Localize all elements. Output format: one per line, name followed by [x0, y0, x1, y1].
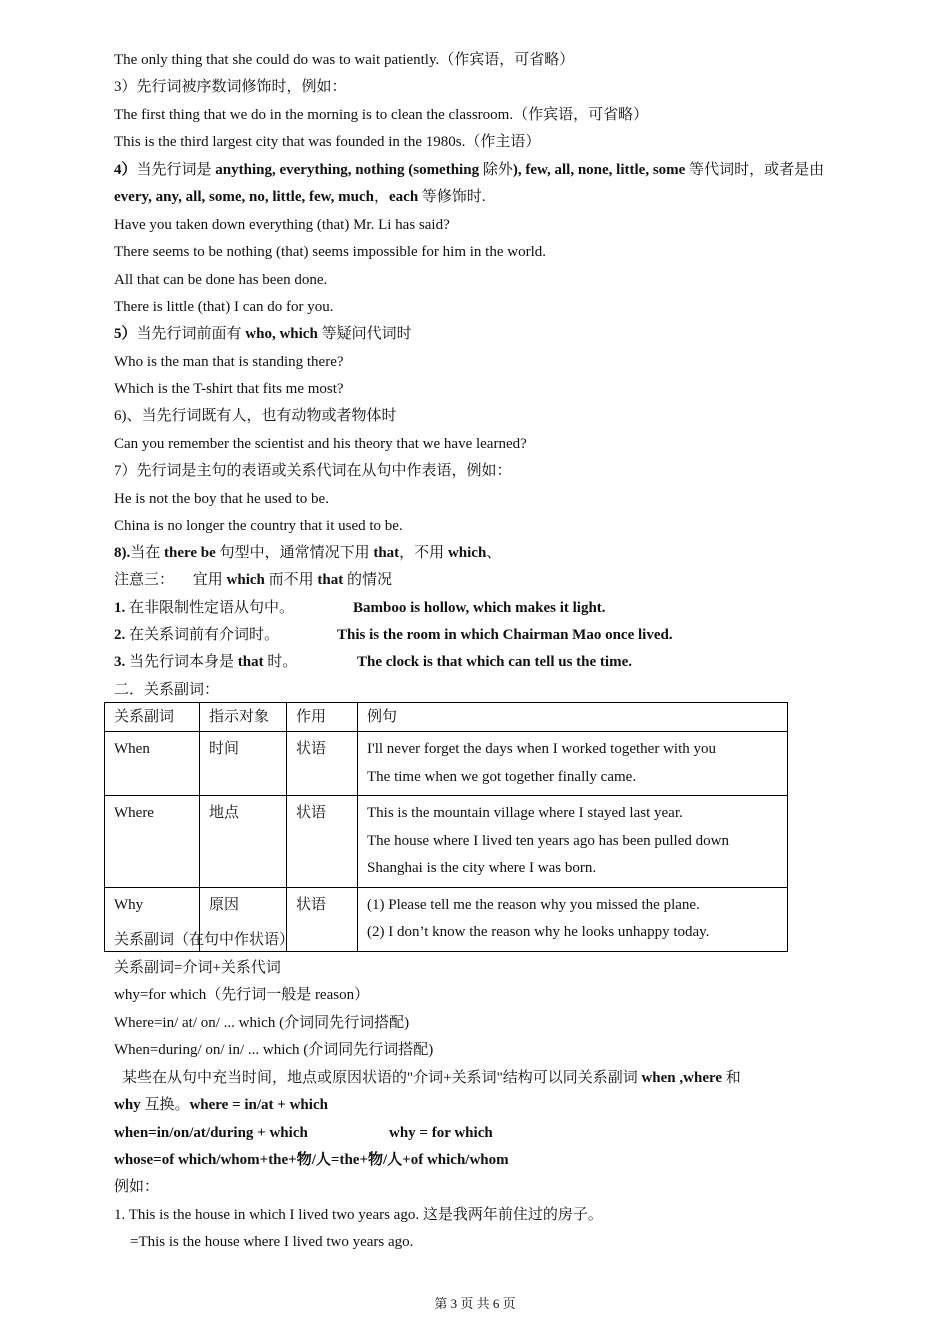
formula: where = in/at + which	[189, 1097, 328, 1113]
rule-number: 5）	[114, 326, 137, 342]
example-sentence: He is not the boy that he used to be.	[114, 491, 329, 507]
formula: why = for which	[389, 1125, 493, 1141]
text-line: 例如：	[114, 1179, 160, 1195]
example-sentence: Shanghai is the city where I was born.	[367, 860, 597, 876]
page-footer: 第 3 页 共 6 页	[434, 1296, 516, 1311]
table-row	[105, 796, 788, 888]
rule-keywords: when ,where	[641, 1070, 723, 1086]
rule-text: ，	[373, 189, 389, 205]
text-line: When=during/ on/ in/ ... which (介词同先行词搭配)	[114, 1042, 434, 1058]
table-header: 关系副词	[105, 703, 200, 732]
swap-rule	[122, 1068, 741, 1088]
rule-8-heading	[114, 543, 501, 563]
rule-keywords: there be	[164, 545, 216, 561]
rule-keywords: which	[226, 572, 265, 588]
table-cell-adverb: When	[105, 732, 200, 796]
text-line: why=for which（先行词一般是 reason）	[114, 987, 370, 1003]
relative-adverb-table	[104, 702, 788, 952]
which-use-item	[114, 652, 632, 672]
formula-line: whose=of which/whom+the+物/人=the+物/人+of which/whom	[114, 1152, 509, 1168]
table-row	[105, 732, 788, 796]
text-line: Where=in/ at/ on/ ... which (介词同先行词搭配)	[114, 1015, 410, 1031]
rule-keywords: why	[114, 1097, 141, 1113]
table-cell-role: 状语	[287, 732, 358, 796]
which-use-item	[114, 598, 606, 618]
table-header-row	[105, 703, 788, 732]
example-sentence: I'll never forget the days when I worked together with you	[367, 741, 716, 757]
formula-line	[114, 1123, 493, 1143]
rule-text: 当先行词前面有	[136, 326, 246, 342]
rule-keywords: that	[317, 572, 344, 588]
example-sentence: There is little (that) I can do for you.	[114, 299, 334, 315]
example-sentence: (2) I don’t know the reason why he looks unhappy today.	[367, 924, 710, 940]
rule-text: 句型中，通常情况下用	[215, 545, 374, 561]
item-example: Bamboo is hollow, which makes it light.	[353, 600, 606, 616]
formula: when=in/on/at/during + which	[114, 1125, 308, 1141]
example-sentence: China is no longer the country that it used to be.	[114, 518, 403, 534]
rule-keywords: each	[389, 189, 419, 205]
rule-text: 互换。	[140, 1097, 190, 1113]
table-cell-examples	[358, 887, 788, 951]
rule-5-heading	[114, 324, 412, 344]
example-sentence: =This is the house where I lived two years ago.	[130, 1234, 414, 1250]
rule-text: 等疑问代词时	[317, 326, 412, 342]
item-example: The clock is that which can tell us the time.	[357, 654, 632, 670]
rule-7-heading: 7）先行词是主句的表语或关系代词在从句中作表语，例如：	[114, 463, 512, 479]
rule-text: 当在	[130, 545, 165, 561]
rule-text: 而不用	[264, 572, 318, 588]
rule-text: 等代词时，或者是由	[685, 162, 825, 178]
rule-text: ，不用	[399, 545, 448, 561]
example-sentence: There seems to be nothing (that) seems impossible for him in the world.	[114, 244, 546, 260]
table-cell-role: 状语	[287, 887, 358, 951]
text-line: The only thing that she could do was to wait patiently.（作宾语，可省略）	[114, 52, 575, 68]
item-text: 在关系词前有介词时。	[125, 627, 280, 643]
rule-text: 注意三： 宜用	[114, 572, 227, 588]
rule-keywords: who, which	[245, 326, 318, 342]
example-sentence: Which is the T-shirt that fits me most?	[114, 381, 344, 397]
table-cell-role: 状语	[287, 796, 358, 888]
text-line: 关系副词=介词+关系代词	[114, 960, 281, 976]
example-sentence: Can you remember the scientist and his theory that we have learned?	[114, 436, 527, 452]
example-sentence: Have you taken down everything (that) Mr. Li has said?	[114, 217, 450, 233]
table-cell-refers: 原因	[200, 887, 287, 951]
item-keyword: that	[237, 654, 264, 670]
rule-keywords: anything, everything, nothing (something	[215, 162, 480, 178]
table-header: 指示对象	[200, 703, 287, 732]
text-line: This is the third largest city that was founded in the 1980s.（作主语）	[114, 134, 541, 150]
rule-text: 当先行词是	[136, 162, 216, 178]
which-use-item	[114, 625, 673, 645]
rule-text: 除外	[479, 162, 513, 178]
table-header: 例句	[358, 703, 788, 732]
table-cell-refers: 地点	[200, 796, 287, 888]
table-cell-refers: 时间	[200, 732, 287, 796]
rule-text: 某些在从句中充当时间，地点或原因状语的"介词+关系词"结构可以同关系副词	[122, 1070, 642, 1086]
table-header: 作用	[287, 703, 358, 732]
rule-keywords: ), few, all, none, little, some	[512, 162, 686, 178]
rule-4-continuation	[114, 187, 486, 207]
table-cell-adverb: Where	[105, 796, 200, 888]
rule-text: 和	[722, 1070, 741, 1086]
item-text: 时。	[263, 654, 298, 670]
item-example: This is the room in which Chairman Mao once lived.	[337, 627, 673, 643]
rule-keywords: which	[447, 545, 487, 561]
item-number: 2.	[114, 627, 126, 643]
rule-4-heading	[114, 160, 824, 180]
rule-text: 等修饰时.	[418, 189, 486, 205]
rule-number: 8).	[114, 545, 131, 561]
rule-3-heading: 3）先行词被序数词修饰时，例如：	[114, 79, 347, 95]
rule-text: 、	[486, 545, 502, 561]
example-sentence: (1) Please tell me the reason why you missed the plane.	[367, 896, 700, 913]
item-number: 3.	[114, 654, 126, 670]
example-sentence: Who is the man that is standing there?	[114, 354, 344, 370]
item-text: 当先行词本身是	[125, 654, 238, 670]
rule-keywords: every, any, all, some, no, little, few, much	[114, 189, 374, 205]
example-sentence: All that can be done has been done.	[114, 272, 328, 288]
item-text: 在非限制性定语从句中。	[125, 600, 295, 616]
text-line: 关系副词（在句中作状语）	[114, 932, 295, 948]
table-cell-examples	[358, 796, 788, 888]
example-sentence: 1. This is the house in which I lived two years ago. 这是我两年前住过的房子。	[114, 1207, 603, 1223]
note-3-heading	[114, 570, 392, 590]
table-cell-adverb: Why	[105, 887, 200, 951]
text-line: The first thing that we do in the morning is to clean the classroom.（作宾语，可省略）	[114, 107, 649, 123]
rule-number: 4）	[114, 162, 137, 178]
rule-keywords: that	[373, 545, 400, 561]
table-cell-examples	[358, 732, 788, 796]
rule-text: 的情况	[343, 572, 392, 588]
example-sentence: This is the mountain village where I stayed last year.	[367, 805, 683, 821]
rule-6-heading: 6)、当先行词既有人，也有动物或者物体时	[114, 408, 397, 424]
example-sentence: The time when we got together finally came.	[367, 768, 637, 785]
example-sentence: The house where I lived ten years ago has been pulled down	[367, 832, 729, 849]
swap-rule-continuation	[114, 1095, 328, 1115]
section-heading: 二．关系副词：	[114, 682, 220, 698]
item-number: 1.	[114, 600, 126, 616]
